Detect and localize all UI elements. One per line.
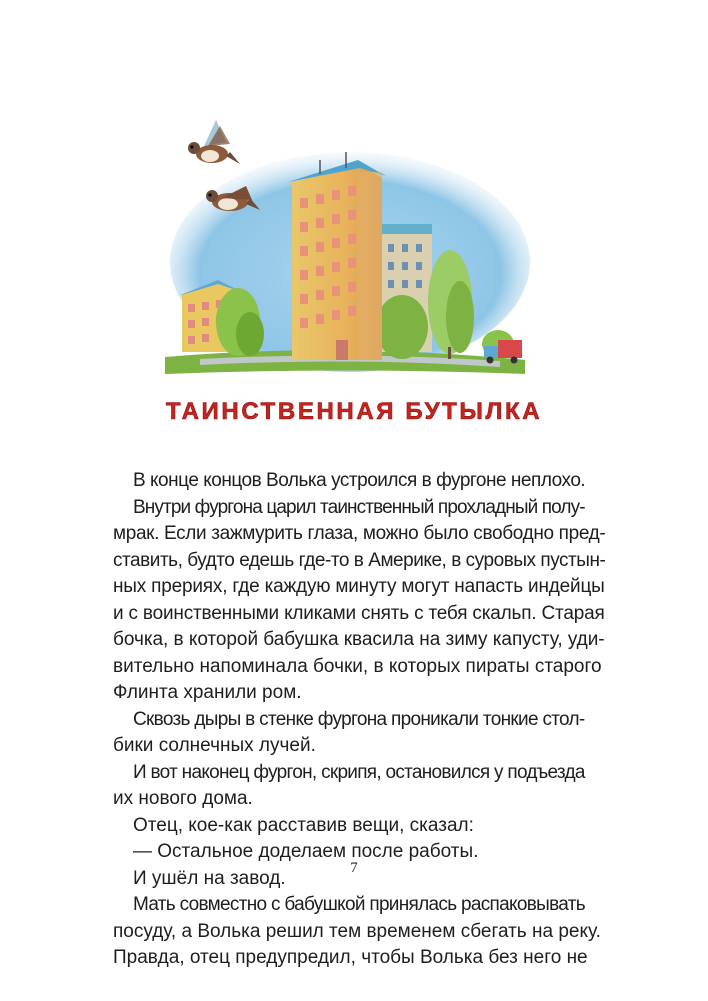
text-line: В конце концов Волька устроился в фургоне неплохо. xyxy=(133,470,586,491)
text-line: И ушёл на завод. xyxy=(133,867,286,889)
text-line: посуду, а Волька решил тем временем сбегать на реку. xyxy=(113,920,601,942)
paragraph xyxy=(113,468,605,495)
text-line: Внутри фургона царил таинственный прохладный полу- xyxy=(133,496,585,518)
text-line: и с воинственными кликами снять с тебя скальп. Старая xyxy=(113,602,605,624)
text-line: вительно напоминала бочки, в которых пираты старого xyxy=(113,655,602,677)
main-tower xyxy=(288,152,386,360)
chapter-illustration xyxy=(160,112,532,382)
text-line: И вот наконец фургон, скрипя, остановился у подъезда xyxy=(133,761,585,783)
text-line: мрак. Если зажмурить глаза, можно было свободно пред- xyxy=(113,523,606,544)
text-line: ных прериях, где каждую минуту могут напасть индейцы xyxy=(113,576,605,597)
paragraph xyxy=(113,760,605,813)
paragraph xyxy=(113,813,605,840)
text-line: их нового дома. xyxy=(113,788,253,809)
body-text xyxy=(113,468,605,972)
text-line: бочка, в которой бабушка квасила на зиму капусту, уди- xyxy=(113,629,605,650)
page-number: 7 xyxy=(350,860,358,876)
text-line: ставить, будто едешь где-то в Америке, в суровых пустын- xyxy=(113,549,606,571)
text-line: Сквозь дыры в стенке фургона проникали тонкие стол- xyxy=(133,708,585,730)
paragraph xyxy=(113,495,605,707)
text-line: Мать совместно с бабушкой принялась распаковывать xyxy=(133,894,585,915)
building-and-sparrows-illustration xyxy=(160,112,532,382)
text-line: — Остальное доделаем после работы. xyxy=(133,841,479,862)
paragraph xyxy=(113,707,605,760)
text-line: Правда, отец предупредил, чтобы Волька без него не xyxy=(113,947,588,968)
text-line: Флинта хранили ром. xyxy=(113,682,302,703)
chapter-title: ТАИНСТВЕННАЯ БУТЫЛКА xyxy=(165,398,543,425)
text-line: бики солнечных лучей. xyxy=(113,735,316,756)
paragraph xyxy=(113,892,605,972)
sparrow-upper xyxy=(188,120,240,164)
text-line: Отец, кое-как расставив вещи, сказал: xyxy=(133,814,474,836)
